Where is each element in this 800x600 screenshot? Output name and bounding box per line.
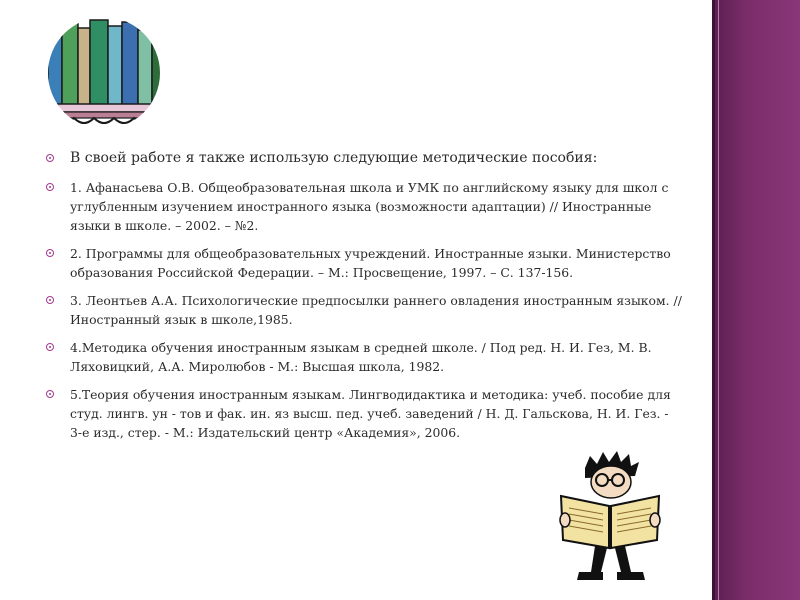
list-item-text: 3. Леонтьев А.А. Психологические предпосылки раннего овладения иностранным языком. // Иностранный язык в школе,1985.: [70, 293, 682, 327]
bullet-list: [44, 148, 684, 442]
circle-bullet-icon: [46, 296, 54, 304]
list-item: [44, 148, 684, 168]
list-item: [44, 178, 684, 235]
circle-bullet-icon: [46, 343, 54, 351]
accent-band: [712, 0, 800, 600]
circle-bullet-icon: [46, 154, 54, 162]
bullet-list-container: [44, 148, 684, 451]
list-item-text: В своей работе я также использую следующие методические пособия:: [70, 150, 598, 166]
circle-bullet-icon: [46, 390, 54, 398]
list-item-text: 1. Афанасьева О.В. Общеобразовательная школа и УМК по английскому языку для школ с углубленным изучением иностранного языка (возможности адаптации) // Иностранные языки в школе. – 2002. – №2.: [70, 180, 669, 233]
reading-student-icon: [555, 448, 665, 588]
list-item: [44, 385, 684, 442]
circle-bullet-icon: [46, 183, 54, 191]
list-item: [44, 244, 684, 282]
list-item-text: 5.Теория обучения иностранным языкам. Лингводидактика и методика: учеб. пособие для студ. лингв. ун - тов и фак. ин. яз высш. пед. учеб. заведений / Н. Д. Гальскова, Н. И. Гез. - 3-е изд., стер. - М.: Издательский центр «Академия», 2006.: [70, 387, 671, 440]
list-item: [44, 291, 684, 329]
list-item: [44, 338, 684, 376]
list-item-text: 4.Методика обучения иностранным языкам в средней школе. / Под ред. Н. И. Гез, М. В. Ляховицкий, А.А. Миролюбов - М.: Высшая школа, 1982.: [70, 340, 652, 374]
circle-bullet-icon: [46, 249, 54, 257]
list-item-text: 2. Программы для общеобразовательных учреждений. Иностранные языки. Министерство образования Российской Федерации. – М.: Просвещение, 1997. – С. 137-156.: [70, 246, 671, 280]
books-on-shelf-icon: [44, 18, 164, 128]
